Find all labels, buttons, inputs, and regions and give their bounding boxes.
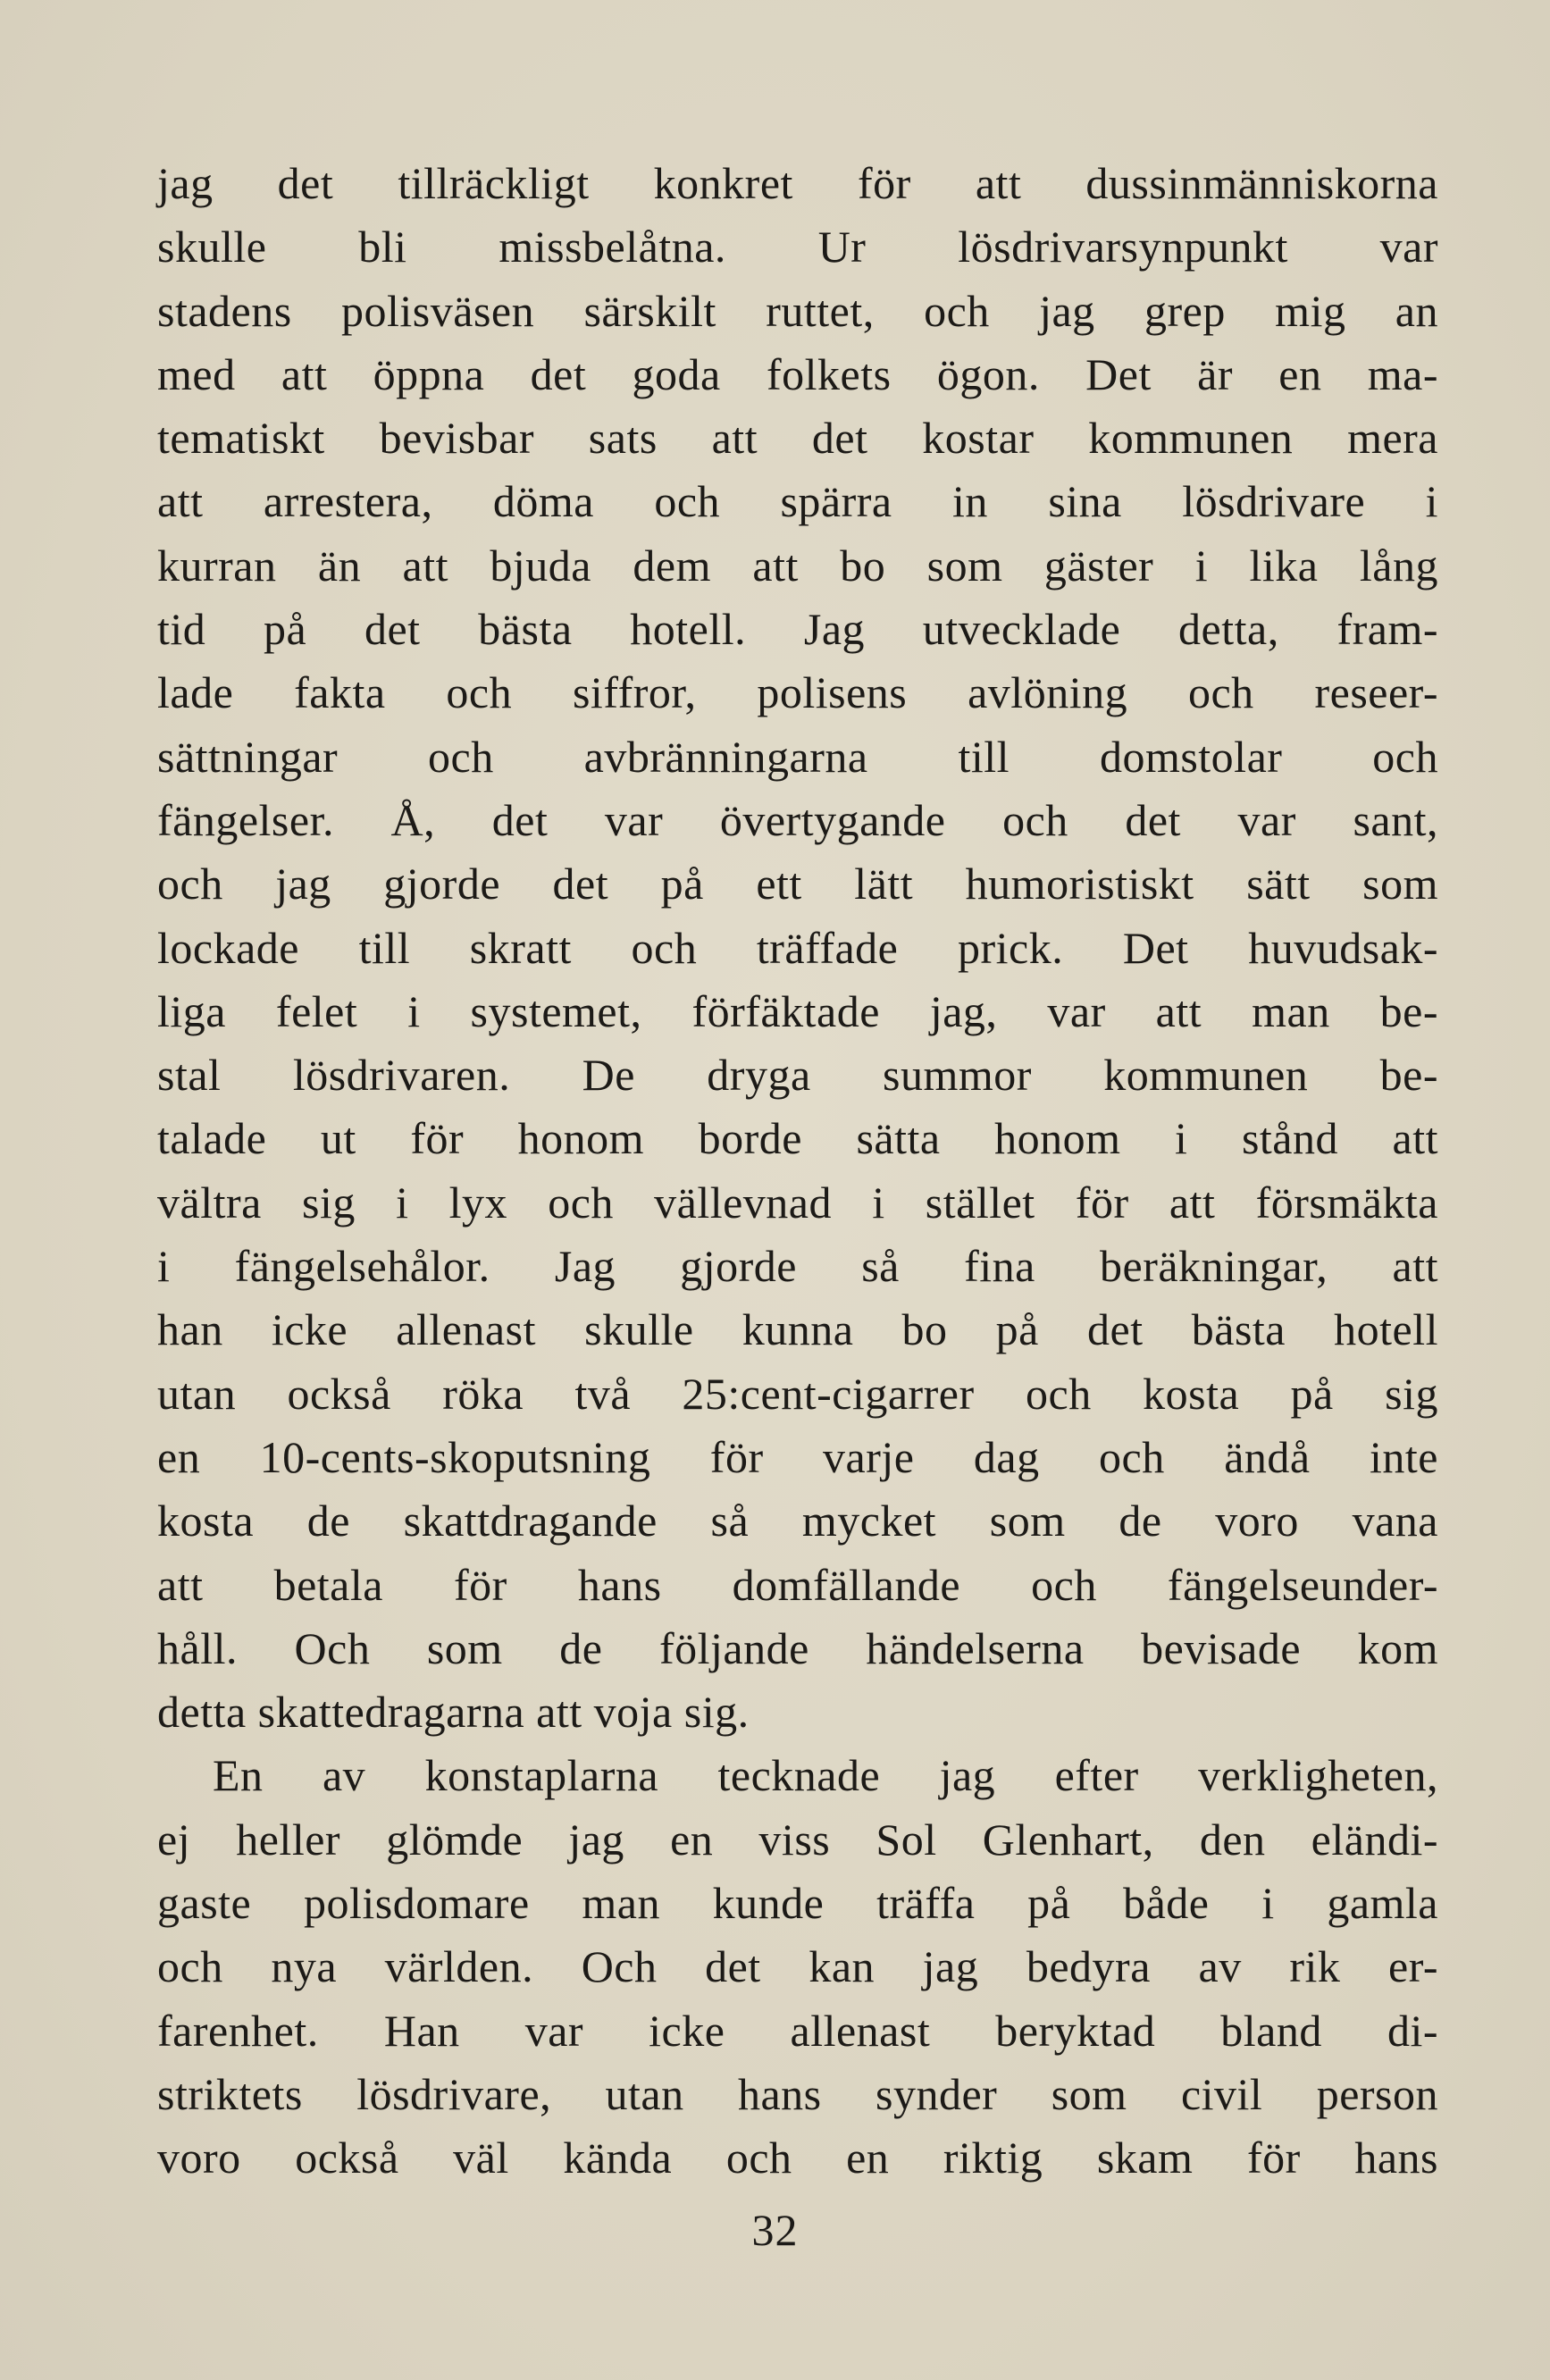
text-line: talade ut för honom borde sätta honom i stånd att xyxy=(157,1113,1438,1164)
text-line: kurran än att bjuda dem att bo som gäster i lika lång xyxy=(157,540,1438,591)
text-line: en 10-cents-skoputsning för varje dag och ändå inte xyxy=(157,1431,1438,1482)
text-line: och jag gjorde det på ett lätt humoristiskt sätt som xyxy=(157,859,1438,909)
text-line: jag det tillräckligt konkret för att dussinmänniskorna xyxy=(157,158,1438,208)
text-line: stadens polisväsen särskilt ruttet, och jag grep mig an xyxy=(157,285,1438,336)
text-line: i fängelsehålor. Jag gjorde så fina beräkningar, att xyxy=(157,1241,1438,1292)
text-line: lockade till skratt och träffade prick. Det huvudsak- xyxy=(157,922,1438,973)
text-line: att betala för hans domfällande och fängelseunder- xyxy=(157,1559,1438,1610)
text-line: och nya världen. Och det kan jag bedyra av rik er- xyxy=(157,1941,1438,1992)
page-number: 32 xyxy=(751,2205,799,2255)
text-line: stal lösdrivaren. De dryga summor kommunen be- xyxy=(157,1050,1438,1101)
text-line: fängelser. Å, det var övertygande och det var sant, xyxy=(157,794,1438,845)
paragraph-end-line: detta skattedragarna att voja sig. xyxy=(157,1687,750,1738)
text-line: striktets lösdrivare, utan hans synder som civil person xyxy=(157,2068,1438,2119)
text-line: tid på det bästa hotell. Jag utvecklade detta, fram- xyxy=(157,604,1438,655)
text-line: att arrestera, döma och spärra in sina lösdrivare i xyxy=(157,476,1438,527)
body-text xyxy=(157,152,1438,2191)
text-line: vältra sig i lyx och vällevnad i stället för att försmäkta xyxy=(157,1177,1438,1228)
text-line: han icke allenast skulle kunna bo på det bästa hotell xyxy=(157,1304,1438,1355)
text-line: liga felet i systemet, förfäktade jag, var att man be- xyxy=(157,985,1438,1036)
text-line: voro också väl kända och en riktig skam för hans xyxy=(157,2133,1438,2183)
text-line: gaste polisdomare man kunde träffa på både i gamla xyxy=(157,1878,1438,1929)
text-line: utan också röka två 25:cent-cigarrer och kosta på sig xyxy=(157,1368,1438,1419)
text-line: med att öppna det goda folkets ögon. Det är en ma- xyxy=(157,348,1438,399)
paragraph-start-line: En av konstaplarna tecknade jag efter verkligheten, xyxy=(213,1750,1438,1801)
text-line: ej heller glömde jag en viss Sol Glenhart, den eländi- xyxy=(157,1814,1438,1865)
text-line: skulle bli missbelåtna. Ur lösdrivarsynpunkt var xyxy=(157,222,1438,272)
text-line: kosta de skattdragande så mycket som de voro vana xyxy=(157,1496,1438,1546)
text-line: håll. Och som de följande händelserna bevisade kom xyxy=(157,1622,1438,1673)
text-line: sättningar och avbränningarna till domstolar och xyxy=(157,731,1438,782)
text-line: tematiskt bevisbar sats att det kostar kommunen mera xyxy=(157,413,1438,464)
text-line: lade fakta och siffror, polisens avlöning och reseer- xyxy=(157,667,1438,718)
text-line: farenhet. Han var icke allenast beryktad bland di- xyxy=(157,2005,1438,2056)
